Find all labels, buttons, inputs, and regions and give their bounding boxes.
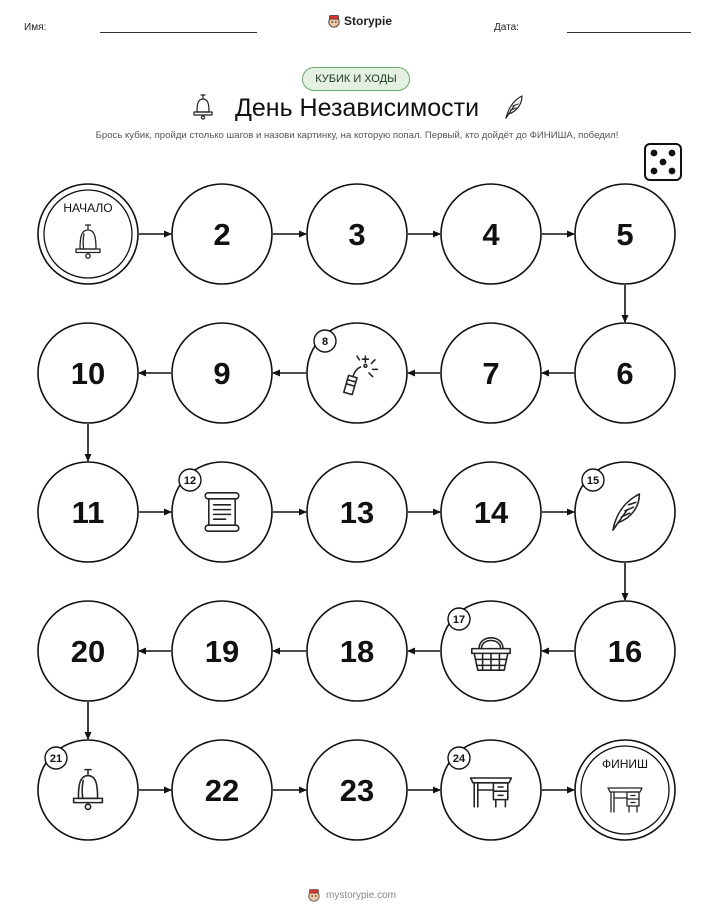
cell-badge-number: 21 (49, 753, 63, 765)
brand-name: Storypie (344, 14, 393, 28)
board-cell-12 (172, 462, 272, 562)
cell-number: 13 (339, 495, 375, 530)
cell-circle (38, 184, 138, 284)
cell-number: 5 (616, 217, 634, 252)
page-title: День Независимости (234, 94, 480, 122)
board-cell-15 (575, 462, 675, 562)
board-cell-23 (307, 740, 407, 840)
cell-badge-number: 8 (321, 336, 329, 348)
storypie-mascot-icon (307, 888, 321, 902)
board-cell-3 (307, 184, 407, 284)
board-cell-25 (575, 740, 675, 840)
board-cell-22 (172, 740, 272, 840)
cell-number: 20 (70, 634, 106, 669)
board-cell-17 (441, 601, 541, 701)
board-cell-8 (307, 323, 407, 423)
cell-number: 19 (204, 634, 240, 669)
date-label: Дата: (494, 22, 519, 33)
board-cell-13 (307, 462, 407, 562)
board-cell-20 (38, 601, 138, 701)
cell-number: 23 (339, 773, 375, 808)
board-cell-6 (575, 323, 675, 423)
board-cell-18 (307, 601, 407, 701)
footer-site: mystorypie.com (326, 889, 397, 901)
cell-number: 22 (204, 773, 240, 808)
board-cell-21 (38, 740, 138, 840)
board-cell-11 (38, 462, 138, 562)
board-cell-9 (172, 323, 272, 423)
cell-number: 18 (339, 634, 375, 669)
cell-badge-number: 17 (452, 614, 466, 626)
board-cell-2 (172, 184, 272, 284)
footer (307, 888, 396, 902)
board-cell-19 (172, 601, 272, 701)
board-cell-14 (441, 462, 541, 562)
cell-number: 16 (607, 634, 643, 669)
cell-badge-number: 15 (586, 475, 600, 487)
cell-number: 2 (213, 217, 231, 252)
board-cell-10 (38, 323, 138, 423)
board-cell-24 (441, 740, 541, 840)
cell-number: 4 (482, 217, 500, 252)
board-cell-16 (575, 601, 675, 701)
cell-badge-number: 24 (452, 753, 466, 765)
cell-number: 6 (616, 356, 634, 391)
game-type-badge: КУБИК И ХОДЫ (302, 67, 410, 91)
board-cell-5 (575, 184, 675, 284)
cell-number: 11 (71, 495, 105, 530)
board-cell-4 (441, 184, 541, 284)
start-label: НАЧАЛО (63, 201, 113, 215)
cell-number: 3 (348, 217, 366, 252)
cell-number: 7 (482, 356, 500, 391)
cell-number: 9 (213, 356, 231, 391)
board-cell-7 (441, 323, 541, 423)
cell-badge-number: 12 (183, 475, 197, 487)
cell-circle (575, 740, 675, 840)
instructions-text: Брось кубик, пройди столько шагов и назови картинку, на которую попал. Первый, кто дойдёт до ФИНИША, победил! (95, 130, 619, 141)
name-label: Имя: (24, 22, 47, 33)
board-cell-1 (38, 184, 138, 284)
finish-label: ФИНИШ (601, 757, 649, 771)
cell-number: 10 (70, 356, 106, 391)
cell-number: 14 (473, 495, 509, 530)
